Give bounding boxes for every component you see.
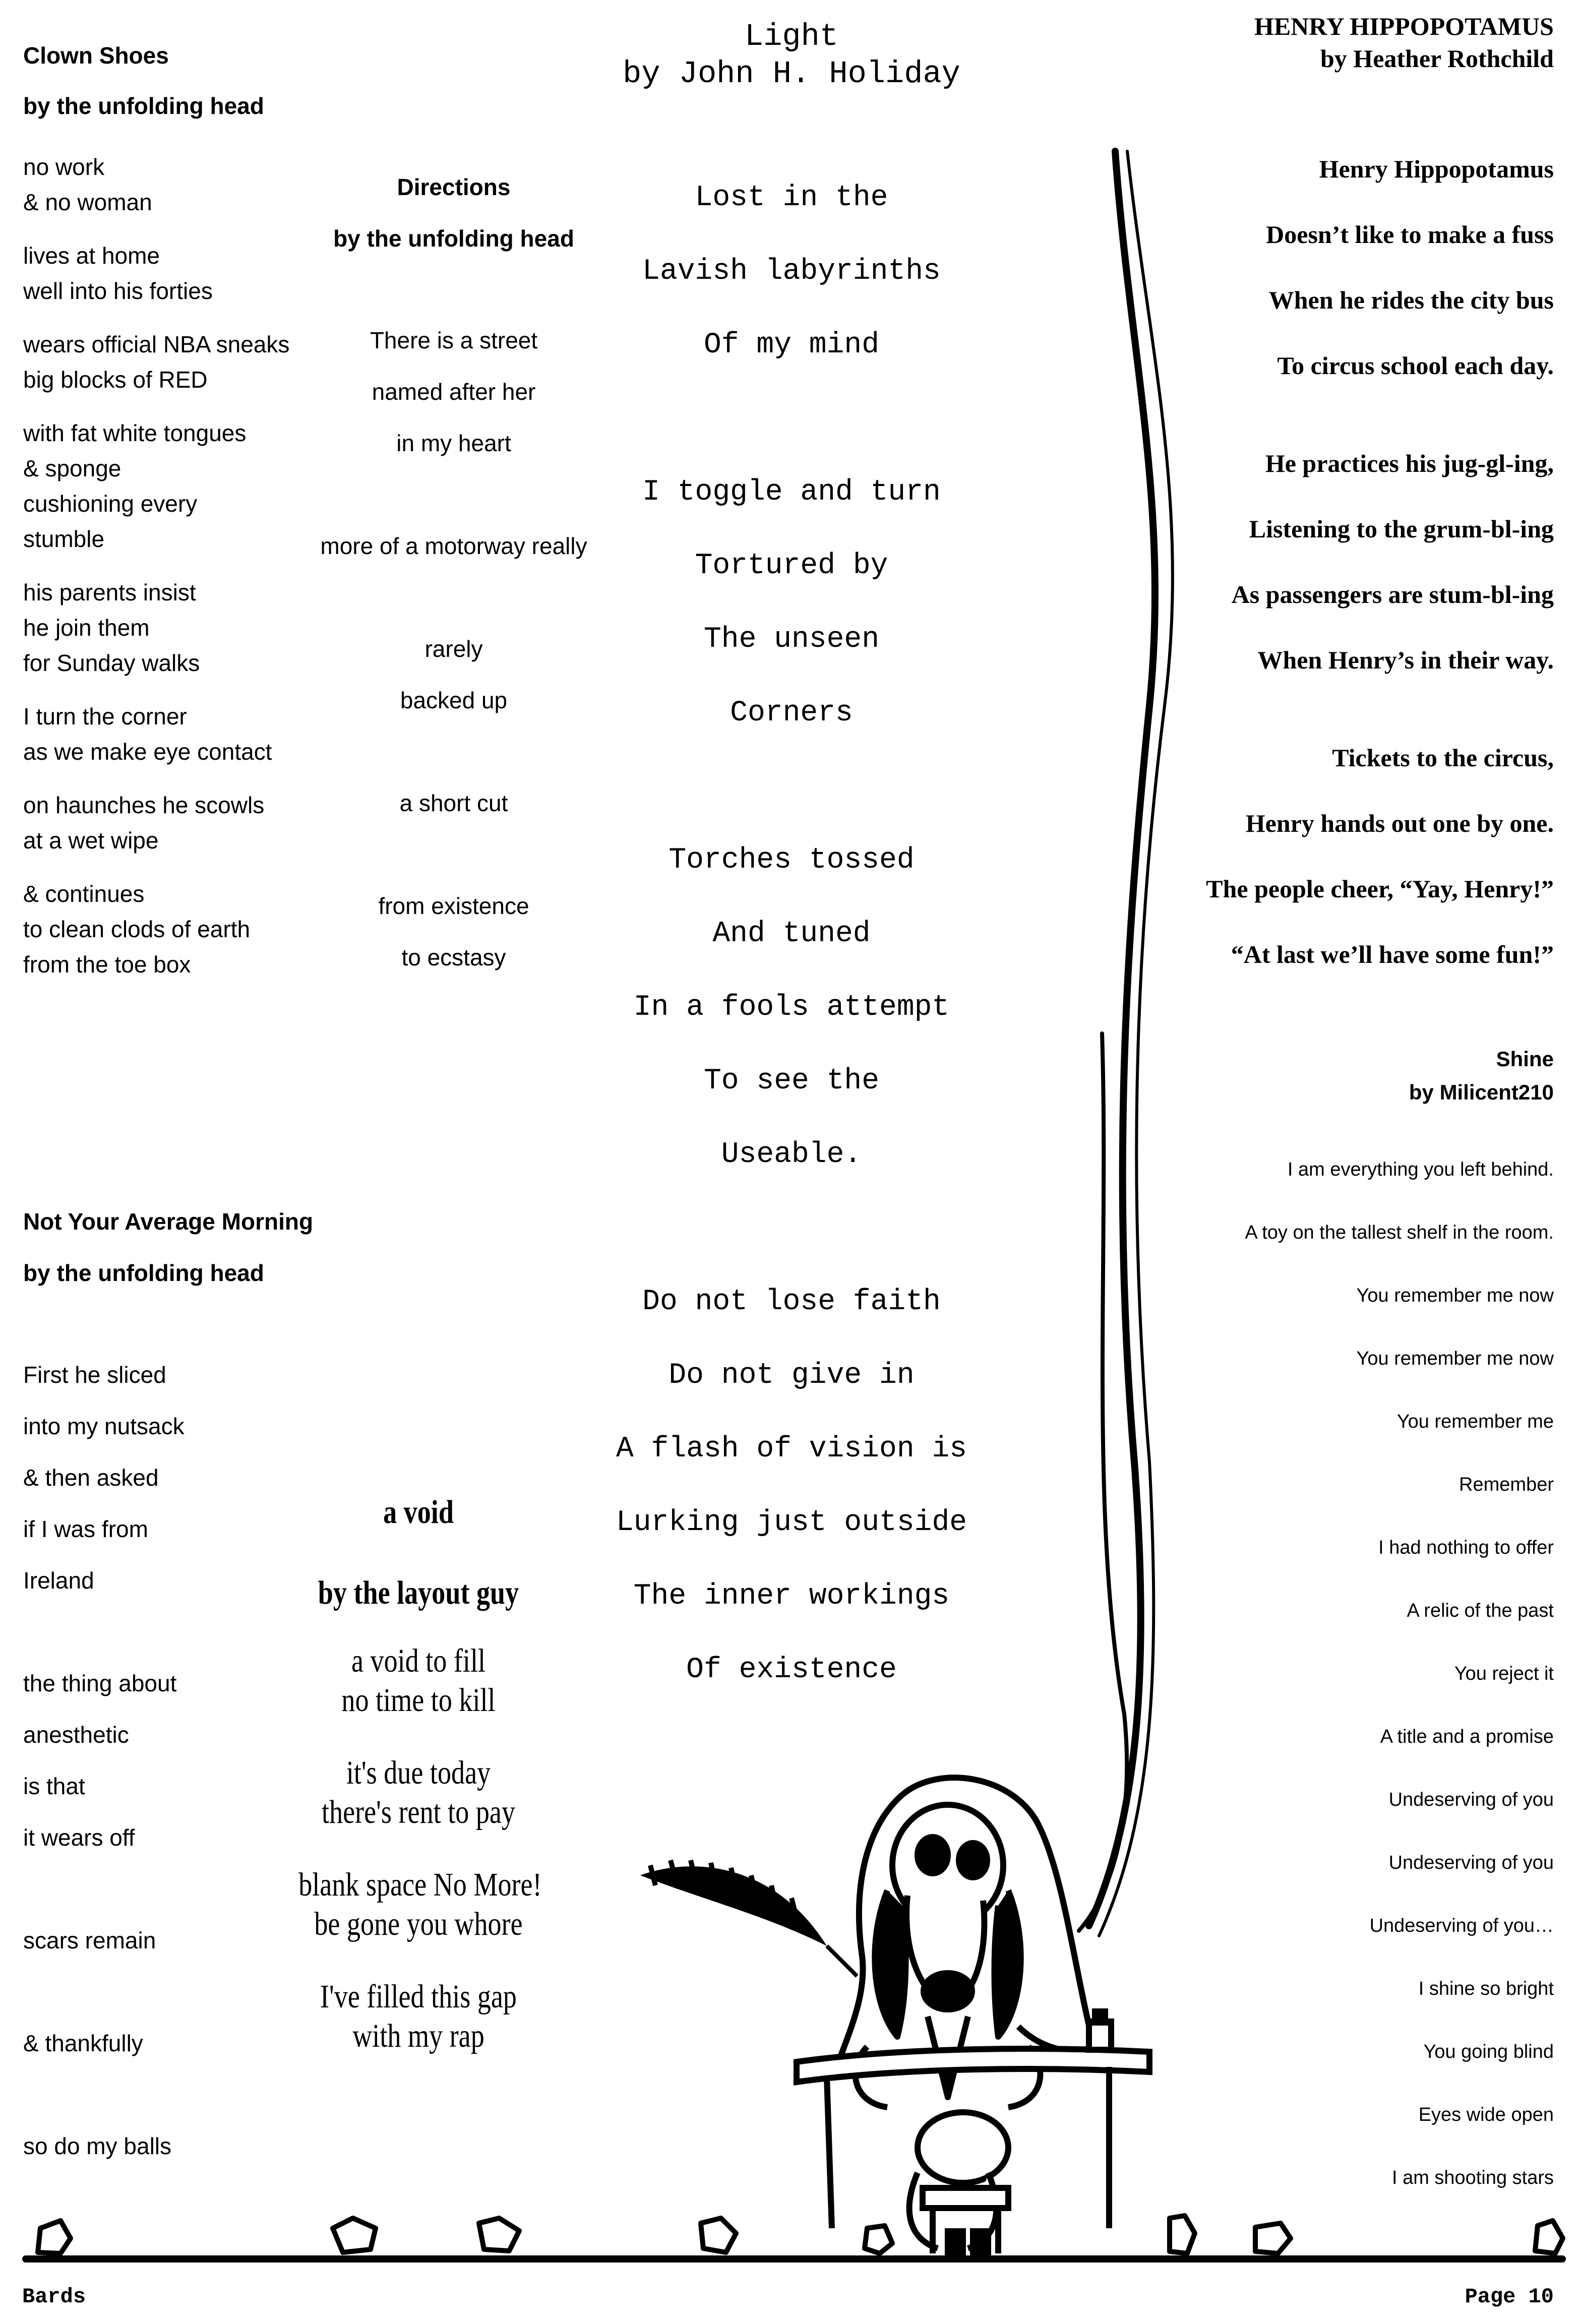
stool-icon <box>909 2112 1008 2253</box>
poem-line: well into his forties <box>23 278 213 304</box>
poem-line: Undeserving of you <box>1388 1789 1554 1810</box>
crumpled-paper-icon <box>38 2216 1563 2253</box>
poem-line: Useable. <box>721 1138 862 1171</box>
poem-line: if I was from <box>23 1516 148 1542</box>
poem-line: Doesn’t like to make a fuss <box>1266 220 1554 249</box>
poem-line: Undeserving of you <box>1388 1852 1554 1873</box>
poem-line: scars remain <box>23 1927 156 1953</box>
poem-line: at a wet wipe <box>23 827 159 853</box>
poem-line: Of my mind <box>703 329 880 361</box>
poem-line: Eyes wide open <box>1418 2104 1554 2125</box>
poem-author: by the unfolding head <box>23 1260 264 1286</box>
poem-line: Henry Hippopotamus <box>1319 155 1554 183</box>
poem-line: a void to fill <box>351 1642 486 1679</box>
poem-line: I've filled this gap <box>320 1978 517 2015</box>
poem-author: by the unfolding head <box>23 93 264 119</box>
poem-line: anesthetic <box>23 1722 129 1748</box>
poem-line: & continues <box>23 881 145 907</box>
poem-author: by the layout guy <box>318 1574 519 1611</box>
poem-line: from the toe box <box>23 951 191 977</box>
poem-line: When he rides the city bus <box>1268 286 1554 314</box>
poem-line: You remember me <box>1396 1411 1554 1432</box>
poem-line: A title and a promise <box>1380 1726 1554 1747</box>
poem-line: A relic of the past <box>1407 1600 1554 1621</box>
poem-line: with my rap <box>352 2017 484 2054</box>
poem-line: To circus school each day. <box>1277 351 1554 380</box>
poem-line: You going blind <box>1423 2041 1554 2062</box>
poem-line: I am everything you left behind. <box>1287 1159 1554 1180</box>
poem-line: There is a street <box>370 327 538 353</box>
poem-line: I shine so bright <box>1418 1978 1554 1999</box>
poem-author: by Milicent210 <box>1409 1080 1554 1104</box>
poem-line: to clean clods of earth <box>23 916 251 942</box>
poem-title: Shine <box>1496 1047 1554 1071</box>
poem-line: To see the <box>703 1065 880 1097</box>
poem-line: for Sunday walks <box>23 650 200 676</box>
poem-line: I toggle and turn <box>642 476 941 509</box>
poem-line: Tortured by <box>695 549 888 582</box>
poem-title: Light <box>744 19 839 54</box>
poem-line: A toy on the tallest shelf in the room. <box>1245 1222 1554 1243</box>
poem-line: as we make eye contact <box>23 739 272 765</box>
poem-line: Undeserving of you… <box>1369 1915 1554 1936</box>
poem-line: The inner workings <box>633 1580 950 1613</box>
poem-line: Lavish labyrinths <box>642 255 941 288</box>
poem-title: a void <box>383 1494 454 1531</box>
poem-line: As passengers are stum-bl-ing <box>1231 580 1554 608</box>
poem-line: Henry hands out one by one. <box>1245 809 1554 837</box>
poem-line: the thing about <box>23 1670 177 1696</box>
poem-line: stumble <box>23 526 105 552</box>
poem-line: so do my balls <box>23 2133 172 2159</box>
poem-line: it wears off <box>23 1824 135 1851</box>
poem-line: it's due today <box>346 1754 491 1791</box>
poem-line: cushioning every <box>23 491 198 517</box>
poem-line: First he sliced <box>23 1362 166 1388</box>
poem-line: no time to kill <box>341 1682 496 1719</box>
poem-line: wears official NBA sneaks <box>23 331 290 357</box>
poem-line: lives at home <box>23 242 160 269</box>
poem-author: by John H. Holiday <box>623 56 960 92</box>
poem-line: blank space No More! <box>298 1866 542 1903</box>
poem-line: You remember me now <box>1356 1285 1554 1306</box>
poem-line: I had nothing to offer <box>1378 1537 1554 1558</box>
poem-line: Lost in the <box>695 181 888 214</box>
poem-line: rarely <box>424 636 483 662</box>
poem-line: Do not give in <box>668 1359 915 1392</box>
footer-section-name: Bards <box>22 2285 86 2309</box>
feather-icon <box>640 1860 857 1976</box>
poem-line: & thankfully <box>23 2030 143 2056</box>
poem-line: more of a motorway really <box>320 533 587 559</box>
poem-line: “At last we’ll have some fun!” <box>1231 940 1554 968</box>
poem-line: be gone you whore <box>314 1906 523 1942</box>
poem-line: with fat white tongues <box>23 420 247 446</box>
poem-line: Listening to the grum-bl-ing <box>1249 515 1554 543</box>
poem-line: I turn the corner <box>23 703 187 729</box>
poem-title: HENRY HIPPOPOTAMUS <box>1254 12 1554 40</box>
poem-line: I am shooting stars <box>1391 2167 1554 2188</box>
poem-line: no work <box>23 154 105 180</box>
poem-line: from existence <box>378 893 529 919</box>
poem-line: Corners <box>730 697 853 729</box>
poem-line: You remember me now <box>1356 1348 1554 1369</box>
footer-page-number: Page 10 <box>1465 2285 1554 2309</box>
poem-author: by the unfolding head <box>333 225 574 252</box>
poem-line: You reject it <box>1454 1663 1554 1684</box>
poem-line: & sponge <box>23 455 121 481</box>
poem-line: named after her <box>372 379 536 405</box>
poem-line: Remember <box>1459 1474 1554 1495</box>
poem-title: Clown Shoes <box>23 42 169 69</box>
poem-line: Lurking just outside <box>616 1506 967 1539</box>
poem-author: by Heather Rothchild <box>1320 44 1554 73</box>
ground-line <box>22 2255 1566 2262</box>
poem-line: He practices his jug-gl-ing, <box>1265 449 1554 477</box>
poem-line: Tickets to the circus, <box>1332 744 1554 772</box>
poem-line: & no woman <box>23 189 152 215</box>
poem-line: The unseen <box>703 623 880 656</box>
poem-title: Directions <box>397 174 511 200</box>
poem-line: In a fools attempt <box>633 991 950 1024</box>
poem-line: to ecstasy <box>401 944 506 970</box>
ink-ribbon <box>1099 151 1173 1936</box>
poem-title: Not Your Average Morning <box>23 1208 314 1235</box>
poem-line: in my heart <box>396 430 511 456</box>
poem-line: & then asked <box>23 1464 159 1491</box>
poem-line: Ireland <box>23 1567 94 1594</box>
poem-line: into my nutsack <box>23 1413 185 1439</box>
poem-line: on haunches he scowls <box>23 792 265 818</box>
poem-line: Of existence <box>686 1654 897 1686</box>
poem-line: his parents insist <box>23 579 196 605</box>
poem-line: he join them <box>23 615 150 641</box>
poem-line: backed up <box>400 687 508 713</box>
poem-line: When Henry’s in their way. <box>1257 646 1554 674</box>
poem-line: big blocks of RED <box>23 366 208 393</box>
poem-line: Torches tossed <box>668 844 915 877</box>
poem-line: And tuned <box>712 918 871 950</box>
poem-line: A flash of vision is <box>616 1433 967 1465</box>
poem-line: The people cheer, “Yay, Henry!” <box>1206 875 1554 903</box>
ink-ribbon <box>1089 151 1155 1926</box>
poem-line: there's rent to pay <box>322 1794 515 1830</box>
poem-line: a short cut <box>399 790 508 816</box>
poem-line: Do not lose faith <box>642 1286 941 1318</box>
poem-line: is that <box>23 1773 85 1799</box>
